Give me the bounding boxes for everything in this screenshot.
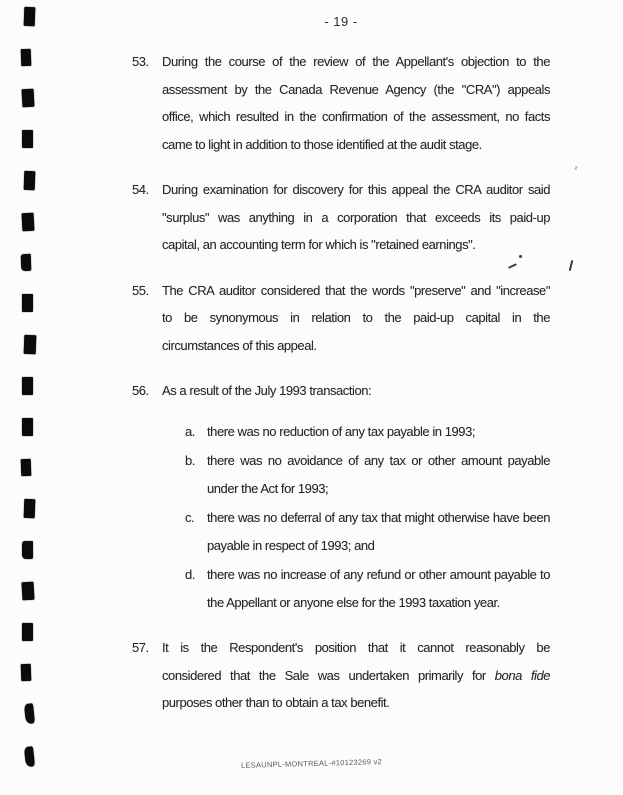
binding-hole bbox=[24, 335, 37, 354]
sub-item-d bbox=[185, 561, 550, 616]
text-line: During examination for discovery for this appeal the CRA auditor said bbox=[162, 182, 550, 197]
header-page-number: - 19 - bbox=[324, 14, 358, 29]
binding-hole bbox=[22, 130, 33, 148]
sub-item-letter: d. bbox=[185, 567, 195, 582]
text-line: there was no avoidance of any tax or other amount payable bbox=[207, 453, 550, 468]
text-segment-italic: bona fide bbox=[494, 667, 550, 683]
paragraph-number: 53. bbox=[132, 54, 149, 69]
text-line: The CRA auditor considered that the words "preserve" and "increase" bbox=[162, 282, 550, 298]
sub-item-b bbox=[185, 447, 550, 502]
paragraph-number: 57. bbox=[132, 640, 149, 655]
text-line: the Appellant or anyone else for the 1993 taxation year. bbox=[207, 594, 500, 610]
binding-hole bbox=[21, 254, 32, 271]
text-segment: considered that the Sale was undertaken primarily for bbox=[162, 667, 495, 683]
text-line bbox=[162, 662, 550, 690]
binding-hole bbox=[21, 459, 32, 476]
text-line: there was no deferral of any tax that might otherwise have been bbox=[207, 510, 550, 525]
sub-list bbox=[162, 418, 550, 617]
sub-item-letter: a. bbox=[185, 423, 195, 439]
binding-hole bbox=[22, 418, 33, 436]
scan-speck bbox=[574, 166, 577, 170]
binding-hole-strip bbox=[22, 7, 40, 767]
text-line: there was no increase of any refund or other amount payable to bbox=[207, 567, 550, 582]
binding-hole bbox=[21, 664, 32, 681]
binding-hole bbox=[22, 213, 35, 232]
footer-doc-id: LESAUNPL-MONTREAL-#10123269 v2 bbox=[240, 757, 383, 770]
ink-mark-slash bbox=[569, 260, 574, 271]
paragraph-53 bbox=[132, 48, 550, 158]
binding-hole bbox=[24, 703, 35, 724]
paragraph-number: 55. bbox=[132, 282, 149, 298]
binding-hole bbox=[24, 171, 36, 190]
sub-item-letter: c. bbox=[185, 510, 195, 525]
binding-hole bbox=[21, 49, 32, 66]
sub-item-letter: b. bbox=[185, 453, 195, 468]
paragraph-56 bbox=[132, 377, 550, 616]
text-line: As a result of the July 1993 transaction: bbox=[162, 383, 372, 398]
text-line: payable in respect of 1993; and bbox=[207, 537, 375, 553]
text-line: came to light in addition to those identified at the audit stage. bbox=[162, 136, 482, 152]
text-line: purposes other than to obtain a tax benefit. bbox=[162, 695, 390, 710]
binding-hole bbox=[24, 746, 35, 767]
binding-hole bbox=[22, 294, 33, 312]
text-line: circumstances of this appeal. bbox=[162, 337, 317, 353]
sub-item-c bbox=[185, 504, 550, 559]
paragraph-number: 56. bbox=[132, 383, 149, 398]
binding-hole bbox=[24, 499, 36, 518]
paragraph-54 bbox=[132, 176, 550, 259]
paragraph-57 bbox=[132, 634, 550, 717]
text-line: During the course of the review of the Appellant's objection to the bbox=[162, 54, 550, 69]
text-line: capital, an accounting term for which is "retained earnings". bbox=[162, 237, 476, 252]
text-line: It is the Respondent's position that it cannot reasonably be bbox=[162, 640, 550, 655]
binding-hole bbox=[22, 541, 33, 559]
text-line: assessment by the Canada Revenue Agency (the "CRA") appeals bbox=[162, 81, 550, 97]
text-line: "surplus" was anything in a corporation that exceeds its paid-up bbox=[162, 209, 550, 225]
binding-hole bbox=[22, 377, 33, 395]
text-line: to be synonymous in relation to the paid-up capital in the bbox=[162, 310, 550, 325]
document-body bbox=[132, 48, 550, 717]
text-line: there was no reduction of any tax payable in 1993; bbox=[207, 423, 476, 439]
binding-hole bbox=[24, 7, 36, 26]
sub-item-a bbox=[185, 418, 550, 446]
paragraph-number: 54. bbox=[132, 182, 149, 197]
text-line: under the Act for 1993; bbox=[207, 480, 329, 496]
binding-hole bbox=[22, 623, 33, 641]
text-line: office, which resulted in the confirmation of the assessment, no facts bbox=[162, 109, 550, 124]
binding-hole bbox=[22, 89, 35, 108]
paragraph-55 bbox=[132, 277, 550, 360]
binding-hole bbox=[22, 582, 35, 601]
